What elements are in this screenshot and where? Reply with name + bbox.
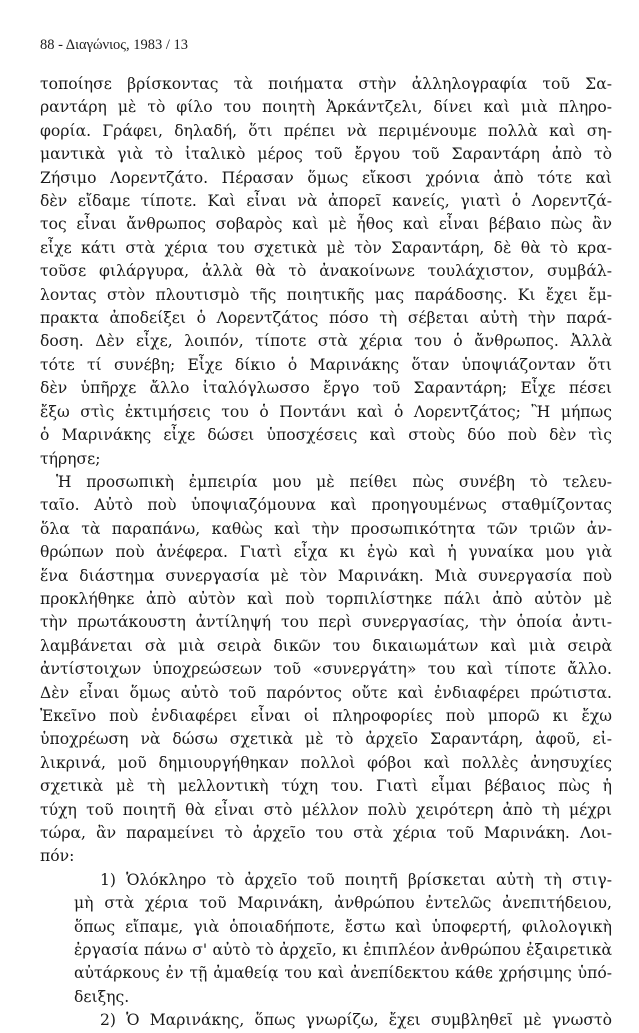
list-item-1 xyxy=(40,869,612,1009)
text-line: δὲν ὑπῆρχε ἄλλο ἰταλόγλωσσο ἔργο τοῦ Σαραντάρη; Εἶχε πέσει xyxy=(40,379,612,398)
text-line: ἐργασία πάνω σ' αὐτὸ τὸ ἀρχεῖο, κι ἐπιπλέον ἀνθρώπου ἐξαιρετικὰ xyxy=(74,941,612,960)
text-line: ἕνα διάστημα συνεργασία μὲ τὸν Μαρινάκη. Μιὰ συνεργασία ποὺ xyxy=(40,566,612,585)
text-line: εἶχε κάτι στὰ χέρια του σχετικὰ μὲ τὸν Σαραντάρη, δὲ θὰ τὸ κρα- xyxy=(40,238,612,257)
text-line: θρώπων ποὺ ἀνέφερα. Γιατὶ εἶχα κι ἐγὼ καὶ ἡ γυναίκα μου γιὰ xyxy=(40,543,612,562)
text-line: τος εἶναι ἄνθρωπος σοβαρὸς καὶ μὲ ἦθος καὶ εἶναι βέβαιο πὼς ἂν xyxy=(40,215,612,234)
text-line: μὴ στὰ χέρια τοῦ Μαρινάκη, ἀνθρώπου ἐντελῶς ἀνεπιτήδειου, xyxy=(74,894,612,913)
text-line: δειξης. xyxy=(74,987,130,1006)
running-head: 88 - Διαγώνιος, 1983 / 13 xyxy=(40,37,189,53)
text-line: σχετικὰ μὲ τὴ μελλοντικὴ τύχη του. Γιατὶ εἶμαι βέβαιος πὼς ἡ xyxy=(40,777,612,796)
text-line: ραντάρη μὲ τὸ φίλο του ποιητὴ Ἀρκάντζελι, δίνει καὶ μιὰ πληρο- xyxy=(40,98,612,117)
text-line: τώρα, ἂν παραμείνει τὸ ἀρχεῖο του στὰ χέρια τοῦ Μαρινάκη. Λοι- xyxy=(40,824,612,842)
text-line: αὐτάρκους ἐν τῇ ἀμαθείᾳ του καὶ ἀνεπίδεκτου κάθε χρήσιμης ὑπό- xyxy=(74,964,612,983)
text-line: λαμβάνεται σὰ μιὰ σειρὰ δικῶν του δικαιωμάτων καὶ μιὰ σειρὰ xyxy=(40,636,612,655)
text-line: φορία. Γράφει, δηλαδή, ὅτι πρέπει νὰ περιμένουμε πολλὰ καὶ ση- xyxy=(40,121,612,140)
list-item-2 xyxy=(40,1009,612,1032)
text-line: δοση. Δὲν εἶχε, λοιπόν, τίποτε στὰ χέρια του ὁ ἄνθρωπος. Ἀλλὰ xyxy=(40,332,612,351)
text-line: Ἐκεῖνο ποὺ ἐνδιαφέρει εἶναι οἱ πληροφορίες ποὺ μπορῶ κι ἔχω xyxy=(40,706,612,725)
page xyxy=(40,37,612,1030)
text-line: ὁ Μαρινάκης εἶχε δώσει ὑποσχέσεις καὶ στοὺς δύο ποὺ δὲν τὶς xyxy=(40,426,612,445)
text-line: ἀντίστοιχων ὑποχρεώσεων τοῦ «συνεργάτη» του καὶ τίποτε ἄλλο. xyxy=(40,660,612,679)
text-line: Ζήσιμο Λορεντζάτο. Πέρασαν ὅμως εἴκοσι χρόνια ἀπὸ τότε καὶ xyxy=(40,168,612,187)
text-line: προκλήθηκε ἀπὸ αὐτὸν καὶ ποὺ τορπιλίστηκε πάλι ἀπὸ αὐτὸν μὲ xyxy=(40,589,612,608)
text-line: Ἡ προσωπικὴ ἐμπειρία μου μὲ πείθει πὼς συνέβη τὸ τελευ- xyxy=(56,472,612,491)
text-line: τὴν πρωτάκουστη ἀντίληψή του περὶ συνεργασίας, τὴν ὁποία ἀντι- xyxy=(40,613,612,632)
text-line: τότε τί συνέβη; Εἶχε δίκιο ὁ Μαρινάκης ὅταν ὑποψιάζονταν ὅτι xyxy=(40,355,612,374)
text-line: ὑποχρέωση νὰ δώσω σχετικὰ μὲ τὸ ἀρχεῖο Σαραντάρη, ἀφοῦ, εἰ- xyxy=(40,730,612,749)
text-line: μαντικὰ γιὰ τὸ ἰταλικὸ μέρος τοῦ ἔργου τοῦ Σαραντάρη ἀπὸ τὸ xyxy=(40,145,612,164)
text-line: τύχη τοῦ ποιητῆ θὰ εἶναι στὸ μέλλον πολὺ χειρότερη ἀπὸ τὴ μέχρι xyxy=(40,800,612,819)
text-line: πόν: xyxy=(40,847,75,866)
text-line: τοῦσε φιλάργυρα, ἀλλὰ θὰ τὸ ἀνακοίνωνε τουλάχιστον, συμβάλ- xyxy=(40,262,612,281)
text-line: ταῖο. Αὐτὸ ποὺ ὑποψιαζόμουνα καὶ προηγουμένως σταθμίζοντας xyxy=(40,496,612,515)
text-line: λικρινά, μοῦ δημιουργήθηκαν πολλοὶ φόβοι καὶ πολλὲς ἀνησυχίες xyxy=(40,753,612,772)
paragraph-1 xyxy=(40,73,612,471)
paragraph-2 xyxy=(40,471,612,869)
text-line: τήρησε; xyxy=(40,449,101,468)
text-line: ὅλα τὰ παραπάνω, καθὼς καὶ τὴν προσωπικότητα τῶν τριῶν ἀν- xyxy=(40,519,612,538)
text-line: ἔξω στὶς ἐκτιμήσεις του ὁ Ποντάνι καὶ ὁ Λορεντζάτος; Ἢ μήπως xyxy=(40,402,612,421)
text-line: ὅπως εἴπαμε, γιὰ ὁποιαδήποτε, ἔστω καὶ ὑποφερτή, φιλολογικὴ xyxy=(74,917,612,936)
text-line: 1) Ὁλόκληρο τὸ ἀρχεῖο τοῦ ποιητῆ βρίσκεται αὐτὴ τὴ στιγ- xyxy=(100,870,612,889)
text-line: πρακτα ἀποδείξει ὁ Λορεντζάτος πόσο τὴ σέβεται αὐτὴ τὴν παρά- xyxy=(40,309,612,328)
text-line: Δὲν εἶναι ὅμως αὐτὸ τοῦ παρόντος οὔτε καὶ ἐνδιαφέρει πρώτιστα. xyxy=(40,683,612,702)
text-line: τοποίησε βρίσκοντας τὰ ποιήματα στὴν ἀλληλογραφία τοῦ Σα- xyxy=(40,75,612,93)
text-line: λοντας στὸν πλουτισμὸ τῆς ποιητικῆς μας παράδοσης. Κι ἔχει ἔμ- xyxy=(40,285,612,304)
text-line: δὲν εἴδαμε τίποτε. Καὶ εἶναι νὰ ἀπορεῖ κανείς, γιατὶ ὁ Λορεντζά- xyxy=(40,192,612,211)
text-line: 2) Ὁ Μαρινάκης, ὅπως γνωρίζω, ἔχει συμβληθεῖ μὲ γνωστὸ xyxy=(100,1011,612,1030)
